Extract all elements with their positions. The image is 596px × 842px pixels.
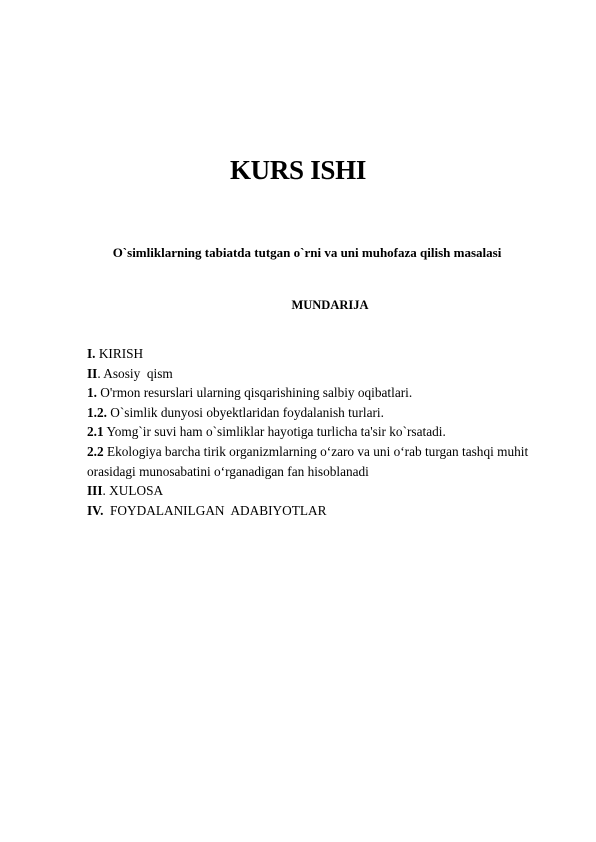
toc-item-text: Ekologiya barcha tirik organizmlarning o‘zaro va uni o‘rab turgan tashqi muhit — [103, 443, 529, 459]
toc-item-text: orasidagi munosabatini o‘rganadigan fan hisoblanadi — [87, 463, 369, 479]
toc-item-1-2 — [87, 403, 577, 423]
toc-item-number: II — [87, 365, 98, 381]
toc-item-2-2 — [87, 442, 577, 462]
toc-item-adabiyotlar — [87, 501, 577, 521]
toc-item-asosiy-qism — [87, 364, 577, 384]
toc-item-number: III — [87, 483, 103, 499]
document-title: KURS ISHI — [229, 155, 367, 185]
toc-item-1 — [87, 383, 577, 403]
toc-item-number: 1. — [87, 385, 97, 401]
toc-heading: MUNDARIJA — [291, 298, 369, 312]
toc-item-xulosa — [87, 481, 577, 501]
toc-item-text: . Asosiy qism — [97, 365, 173, 381]
toc-item-2-2-continued — [87, 462, 577, 482]
toc-item-number: 2.2 — [87, 443, 104, 459]
toc-item-number: 2.1 — [87, 424, 104, 440]
toc-item-number: 1.2. — [87, 404, 107, 420]
toc-item-number: I. — [87, 346, 96, 361]
toc-item-kirish — [87, 344, 577, 364]
document-subtitle: O`simliklarning tabiatda tutgan o`rni va uni muhofaza qilish masalasi — [112, 245, 502, 260]
toc-item-text: KIRISH — [95, 346, 144, 361]
toc-item-text: . XULOSA — [102, 483, 164, 499]
toc-item-text: O'rmon resurslari ularning qisqarishining salbiy oqibatlari. — [96, 385, 413, 401]
toc-item-number: IV. — [87, 502, 104, 518]
table-of-contents — [87, 344, 577, 520]
toc-item-text: O`simlik dunyosi obyektlaridan foydalanish turlari. — [106, 404, 384, 420]
toc-item-text: Yomg`ir suvi ham o`simliklar hayotiga turlicha ta'sir ko`rsatadi. — [103, 424, 446, 440]
toc-item-2-1 — [87, 422, 577, 442]
toc-item-text: FOYDALANILGAN ADABIYOTLAR — [103, 502, 327, 518]
